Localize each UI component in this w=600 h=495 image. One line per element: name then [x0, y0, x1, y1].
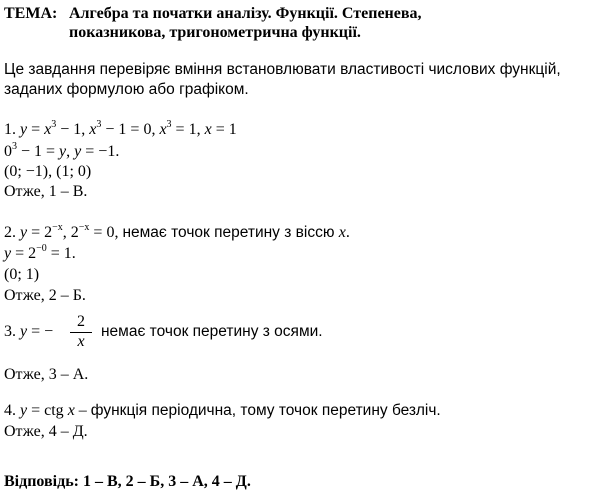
item3-text: немає точок перетину з осями. — [101, 323, 323, 340]
item4-conclusion: Отже, 4 – Д. — [4, 423, 88, 440]
intro-line1: Це завдання перевіряє вміння встановлювати властивості числових функцій, — [4, 61, 561, 78]
item2-conclusion: Отже, 2 – Б. — [4, 287, 86, 304]
topic-title-line1: Алгебра та початки аналізу. Функції. Степенева, — [69, 5, 422, 22]
item3-line1: 3. y = − — [4, 323, 54, 340]
item4-line1: 4. y = ctg x – функція періодична, тому точок перетину безліч. — [4, 402, 441, 419]
item1-conclusion: Отже, 1 – В. — [4, 183, 88, 200]
intro-line2: заданих формулою або графіком. — [4, 81, 249, 98]
item3-fraction-numerator: 2 — [77, 313, 85, 330]
item2-point: (0; 1) — [4, 266, 40, 283]
item1-points: (0; −1), (1; 0) — [4, 163, 92, 180]
topic-title-line2: показникова, тригонометрична функції. — [69, 24, 361, 41]
answer: Відповідь: 1 – В, 2 – Б, 3 – А, 4 – Д. — [4, 473, 251, 490]
item2-line2: $y = 2^{-0} = 1$. — [4, 243, 76, 262]
item1-line2: $0^3 - 1 = y$, y = −1. — [4, 141, 120, 160]
item1-line1: 1. $y = x^3 - 1$, $x^3 - 1 = 0$, $x^3 = 1$, x = 1 — [4, 119, 237, 138]
item3-conclusion: Отже, 3 – А. — [4, 366, 89, 383]
item3-fraction-denominator: x — [77, 333, 85, 350]
topic-label: ТЕМА: — [4, 5, 58, 22]
item2-line1: 2. $y = 2^{-x}$, $2^{-x} = 0$, немає точок перетину з віссю x. — [4, 222, 350, 241]
